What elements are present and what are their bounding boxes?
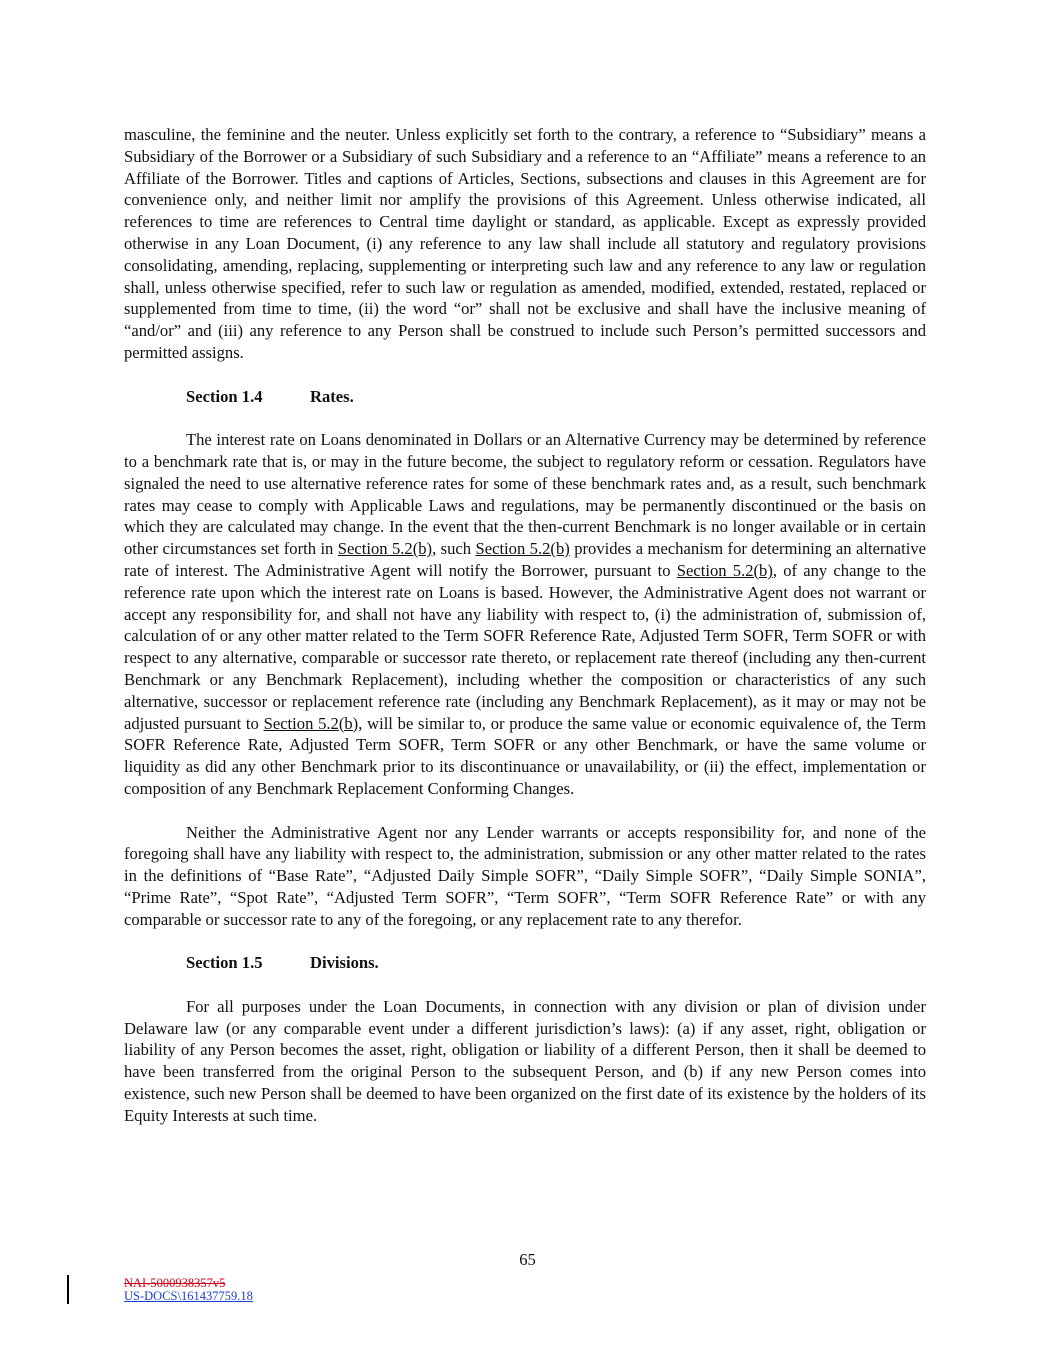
section-number: Section 1.4 <box>186 386 263 406</box>
page-body <box>124 124 926 1127</box>
text-run: provides a mechanism for determining an alternative rate of interest. The Administrative Agent will notify the Borrower, pursuant to <box>124 539 927 580</box>
section-title: Rates. <box>310 386 354 406</box>
section-reference-link[interactable]: Section 5.2(b) <box>475 539 570 559</box>
paragraph-rates-2: Neither the Administrative Agent nor any Lender warrants or accepts responsibility for, and none of the foregoing shall have any liability with respect to, the administration, submission or any other matter related to the rates in the definitions of “Base Rate”, “Adjusted Daily Simple SOFR”, “Daily Simple SOFR”, “Daily Simple SONIA”, “Prime Rate”, “Spot Rate”, “Adjusted Term SOFR”, “Term SOFR”, “Term SOFR Reference Rate” or with any comparable or successor rate to any of the foregoing, or any replacement rate to any therefor. <box>124 822 926 929</box>
text-run: , of any change to the reference rate upon which the interest rate on Loans is based. However, the Administrative Agent does not warrant or accept any responsibility for, and shall not have any liability with respect to, (i) the administration of, submission of, calculation of or any other matter related to the Term SOFR Reference Rate, Adjusted Term SOFR, Term SOFR or with respect to any alternative, comparable or successor rate thereto, or replacement rate thereof (including any then-current Benchmark or any Benchmark Replacement), including whether the composition or characteristics of any such alternative, successor or replacement reference rate (including any Benchmark Replacement), as it may or may not be adjusted pursuant to <box>124 560 927 733</box>
paragraph-divisions: For all purposes under the Loan Documents, in connection with any division or plan of division under Delaware law (or any comparable event under a different jurisdiction’s laws): (a) if any asset, right, obligation or liability of any Person becomes the asset, right, obligation or liability of a different Person, then it shall be deemed to have been transferred from the original Person to the subsequent Person, and (b) if any new Person comes into existence, such new Person shall be deemed to have been organized on the first date of its existence by the holders of its Equity Interests at such time. <box>124 996 926 1125</box>
section-reference-link[interactable]: Section 5.2(b) <box>337 539 433 559</box>
change-bar <box>67 1275 69 1304</box>
document-id-footer <box>124 1277 253 1303</box>
section-heading-1-4 <box>124 386 926 408</box>
section-reference-link[interactable]: Section 5.2(b) <box>676 560 773 580</box>
paragraph-definitions-continued: masculine, the feminine and the neuter. Unless explicitly set forth to the contrary, a reference to “Subsidiary” means a Subsidiary of the Borrower or a Subsidiary of such Subsidiary and a reference to an “Affiliate” means a reference to an Affiliate of the Borrower. Titles and captions of Articles, Sections, subsections and clauses in this Agreement are for convenience only, and neither limit nor amplify the provisions of this Agreement. Unless otherwise indicated, all references to time are references to Central time daylight or standard, as applicable. Except as expressly provided otherwise in any Loan Document, (i) any reference to any law shall include all statutory and regulatory provisions consolidating, amending, replacing, supplementing or interpreting such law and any reference to any law or regulation shall, unless otherwise specified, refer to such law or regulation as amended, modified, extended, restated, replaced or supplemented from time to time, (ii) the word “or” shall not be exclusive and shall have the inclusive meaning of “and/or” and (iii) any reference to any Person shall be construed to include such Person’s permitted successors and permitted assigns. <box>124 125 926 362</box>
inserted-document-id: US-DOCS\161437759.18 <box>124 1289 253 1303</box>
section-number: Section 1.5 <box>186 953 263 973</box>
section-reference-link[interactable]: Section 5.2(b) <box>263 713 359 733</box>
text-run: , such <box>432 539 476 559</box>
text-run: The interest rate on Loans denominated in Dollars or an Alternative Currency may be determined by reference to a benchmark rate that is, or may in the future become, the subject to regulatory reform or cessation. Regulators have signaled the need to use alternative reference rates for some of these benchmark rates and, as a result, such benchmark rates may cease to comply with Applicable Laws and regulations, may be permanently discontinued or the basis on which they are calculated may change. In the event that the then-current Benchmark is no longer available or in certain other circumstances set forth in <box>124 430 926 559</box>
deleted-document-id: NAI-5000938357v5 <box>124 1276 226 1290</box>
section-title: Divisions. <box>310 953 379 973</box>
section-heading-1-5 <box>124 952 926 974</box>
page-number: 65 <box>519 1250 536 1269</box>
text-run: , will be similar to, or produce the same value or economic equivalence of, the Term SOFR Reference Rate, Adjusted Term SOFR, Term SOFR or any other Benchmark, or have the same volume or liquidity as did any other Benchmark prior to its discontinuance or unavailability, or (ii) the effect, implementation or composition of any Benchmark Replacement Conforming Changes. <box>124 713 926 798</box>
paragraph-rates-1 <box>124 429 926 800</box>
